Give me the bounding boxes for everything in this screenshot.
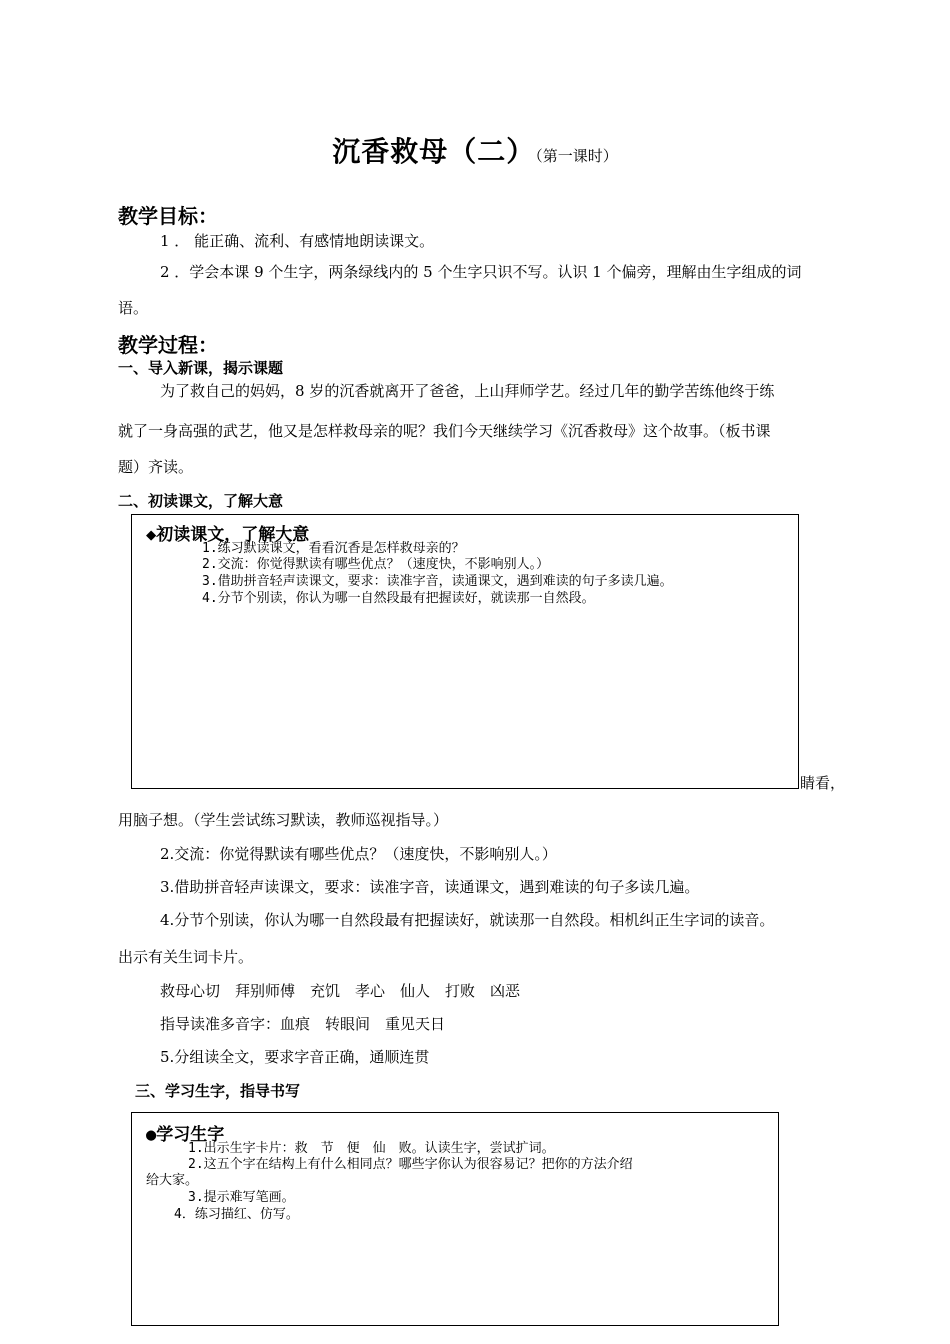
section2-line5: 出示有关生词卡片。	[118, 948, 254, 966]
characters-box-line2b: 给大家。	[146, 1173, 199, 1188]
page-title	[0, 130, 950, 170]
reading-box-line3: 3.借助拼音轻声读课文，要求：读准字音，读通课文，遇到难读的句子多读几遍。	[202, 574, 673, 589]
reading-box-line1: 1.练习默读课文，看看沉香是怎样救母亲的？	[202, 541, 465, 556]
section1-line3: 题）齐读。	[118, 458, 194, 476]
reading-box-line2: 2.交流：你觉得默读有哪些优点？（速度快，不影响别人。）	[202, 557, 550, 572]
vocabulary-words: 救母心切 拜别师傅 充饥 孝心 仙人 打败 凶恶	[160, 982, 521, 1000]
process-heading: 教学过程：	[118, 333, 218, 357]
reading-box-line4: 4.分节个别读，你认为哪一自然段最有把握读好，就读那一自然段。	[202, 591, 595, 606]
section2-line6: 5.分组读全文，要求字音正确，通顺连贯	[160, 1048, 430, 1066]
objective-2-line1: 2 ．学会本课 9 个生字，两条绿线内的 5 个生字只识不写。认识 1 个偏旁，理解由生字组成的词	[160, 263, 802, 281]
characters-box-line1: 1.出示生字卡片：救 节 便 仙 败。认读生字，尝试扩词。	[188, 1141, 555, 1156]
objective-2-line2: 语。	[118, 299, 149, 317]
reading-box	[131, 514, 799, 789]
characters-box	[131, 1112, 779, 1326]
section1-line2: 就了一身高强的武艺，他又是怎样救母亲的呢？我们今天继续学习《沉香救母》这个故事。（板书课	[118, 422, 771, 440]
section2-line3: 3.借助拼音轻声读课文，要求：读准字音，读通课文，遇到难读的句子多读几遍。	[160, 878, 700, 896]
reading-box-heading: ◆初读课文，了解大意	[146, 525, 310, 545]
section2-line4: 4.分节个别读，你认为哪一自然段最有把握读好，就读那一自然段。相机纠正生字词的读音。	[160, 911, 775, 929]
characters-box-heading: ●学习生字	[146, 1125, 225, 1145]
objectives-heading: 教学目标：	[118, 204, 218, 228]
characters-box-line3: 3.提示难写笔画。	[188, 1190, 295, 1205]
title-sub: （第一课时）	[535, 147, 618, 165]
box-side-text: 睛看，	[800, 774, 846, 792]
section3-heading: 三、学习生字，指导书写	[135, 1082, 301, 1100]
section2-line1: 用脑子想。（学生尝试练习默读，教师巡视指导。）	[118, 811, 449, 829]
polyphone-line: 指导读准多音字：血痕 转眼间 重见天日	[160, 1015, 446, 1033]
title-main: 沉香救母（二）	[332, 135, 536, 168]
characters-box-line2a: 2.这五个字在结构上有什么相同点？哪些字你认为很容易记？把你的方法介绍	[188, 1157, 633, 1172]
section2-line2: 2.交流：你觉得默读有哪些优点？（速度快，不影响别人。）	[160, 845, 557, 863]
section1-line1: 为了救自己的妈妈，8 岁的沉香就离开了爸爸，上山拜师学艺。经过几年的勤学苦练他终于练	[160, 382, 775, 400]
characters-box-line4: 4．练习描红、仿写。	[174, 1207, 299, 1222]
section2-heading: 二、初读课文，了解大意	[118, 492, 284, 510]
objective-1: 1 ． 能正确、流利、有感情地朗读课文。	[160, 232, 435, 250]
section1-heading: 一、导入新课，揭示课题	[118, 359, 284, 377]
